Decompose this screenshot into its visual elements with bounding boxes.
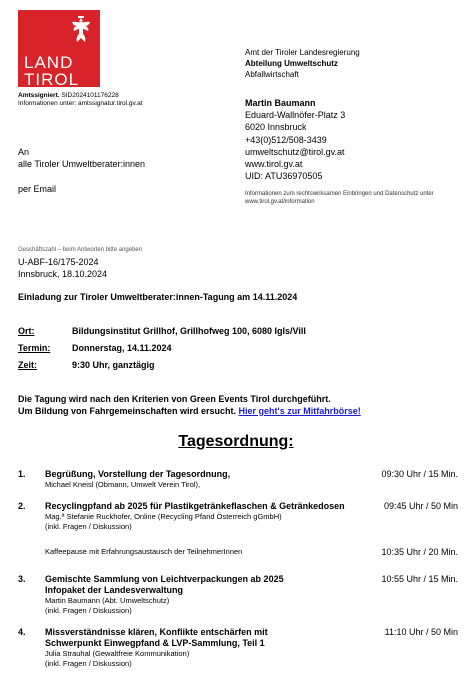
agenda-item-title: Gemischte Sammlung von Leichtverpackungen ab 2025: [45, 574, 284, 584]
contact-uid: UID: ATU36970505: [245, 171, 323, 182]
logo-text-land: LAND: [24, 53, 74, 72]
delivery-method: per Email: [18, 184, 57, 194]
agenda-item-time: 11:10 Uhr / 50 Min: [384, 627, 458, 637]
agenda-item-number: 2.: [18, 501, 26, 511]
reference-number: U-ABF-16/175-2024: [18, 257, 99, 267]
signature-id: SID2024101176228: [61, 92, 119, 99]
contact-web[interactable]: www.tirol.gv.at: [245, 159, 303, 170]
agenda-item: [18, 501, 458, 535]
official-signature: [18, 92, 143, 108]
tirol-eagle-icon: [69, 16, 93, 44]
termin-label: Termin:: [18, 343, 51, 353]
recipient-block: [18, 146, 145, 170]
sender-org: Amt der Tiroler Landesregierung: [245, 48, 360, 57]
agenda-item-speaker: Mag.ª Stefanie Ruckhofer, Online (Recycling Pfand Österreich gGmbH): [45, 512, 282, 521]
contact-block: [245, 97, 345, 182]
sender-department: Abteilung Umweltschutz: [245, 59, 338, 68]
agenda-item: [18, 627, 458, 671]
reference-hint: Geschäftszahl – beim Antworten bitte angeben: [18, 247, 143, 253]
agenda-item-speaker: Martin Baumann (Abt. Umweltschutz): [45, 596, 170, 605]
coffee-break-label: Kaffeepause mit Erfahrungsaustausch der TeilnehmerInnen: [45, 547, 243, 556]
notice-line2: Um Bildung von Fahrgemeinschaften wird ersucht.: [18, 405, 237, 416]
agenda-item-time: 09:30 Uhr / 15 Min.: [381, 469, 458, 479]
agenda-item-speaker: Julia Strauhal (Gewaltfreie Kommunikation): [45, 649, 190, 658]
agenda-item-number: 1.: [18, 469, 26, 479]
sender-block: [245, 47, 360, 80]
agenda-item-time: 09:45 Uhr / 50 Min: [383, 501, 458, 511]
zeit-label: Zeit:: [18, 360, 37, 370]
agenda-item-title: Recyclingpfand ab 2025 für Plastikgetränkeflaschen & Getränkedosen: [45, 501, 345, 511]
notice-line1: Die Tagung wird nach den Kriterien von Green Events Tirol durchgeführt.: [18, 394, 331, 404]
agenda-item-number: 4.: [18, 627, 26, 637]
agenda-item-speaker: Michael Kneisl (Obmann, Umwelt Verein Tirol),: [45, 480, 201, 489]
termin-value: Donnerstag, 14.11.2024: [72, 343, 172, 353]
agenda-item-title-line2: Infopaket der Landesverwaltung: [45, 585, 184, 595]
place-date: Innsbruck, 18.10.2024: [18, 268, 108, 279]
recipient-line1: An: [18, 147, 30, 157]
contact-name: Martin Baumann: [245, 98, 316, 108]
subject-line: Einladung zur Tiroler Umweltberater:innen-Tagung am 14.11.2024: [18, 292, 298, 302]
agenda-item-title-line2: Schwerpunkt Einwegpfand & LVP-Sammlung, Teil 1: [45, 638, 265, 648]
signature-label: Amtssigniert.: [18, 92, 60, 99]
notice-block: [18, 394, 458, 417]
zeit-value: 9:30 Uhr, ganztägig: [72, 360, 155, 370]
logo-text-tirol: TIROL: [24, 70, 80, 89]
agenda-item-title: Missverständnisse klären, Konflikte entschärfen mit: [45, 627, 268, 637]
agenda-item: [18, 469, 458, 493]
agenda-item-number: 3.: [18, 574, 26, 584]
agenda-title: Tagesordnung:: [178, 433, 294, 450]
agenda-item-time: 10:55 Uhr / 15 Min.: [381, 574, 458, 584]
carpool-link[interactable]: Hier geht's zur Mitfahrbörse!: [238, 405, 361, 416]
ort-value: Bildungsinstitut Grillhof, Grillhofweg 100, 6080 Igls/Vill: [72, 326, 306, 336]
agenda-item-note: (inkl. Fragen / Diskussion): [45, 658, 132, 668]
ort-label: Ort:: [18, 326, 35, 336]
agenda-item-note: (inkl. Fragen / Diskussion): [45, 605, 132, 615]
coffee-break-time: 10:35 Uhr / 20 Min.: [381, 547, 458, 557]
contact-street: Eduard-Wallnöfer-Platz 3: [245, 110, 346, 121]
recipient-line2: alle Tiroler Umweltberater:innen: [18, 159, 146, 169]
agenda-item: [18, 574, 458, 618]
legal-note: Informationen zum rechtswirksamen Einbringen und Datenschutz unter www.tirol.gv.at/information: [245, 191, 434, 205]
agenda-item-note: (inkl. Fragen / Diskussion): [45, 521, 132, 531]
contact-city: 6020 Innsbruck: [245, 122, 307, 133]
signature-info: Informationen unter: amtssignatur.tirol.gv.at: [18, 100, 143, 107]
contact-email[interactable]: umweltschutz@tirol.gv.at: [245, 146, 345, 157]
sender-unit: Abfallwirtschaft: [245, 70, 299, 79]
land-tirol-logo: [18, 10, 100, 87]
reference-block: [18, 257, 107, 280]
contact-phone: +43(0)512/508-3439: [245, 134, 327, 145]
agenda-item-title: Begrüßung, Vorstellung der Tagesordnung,: [45, 469, 231, 479]
